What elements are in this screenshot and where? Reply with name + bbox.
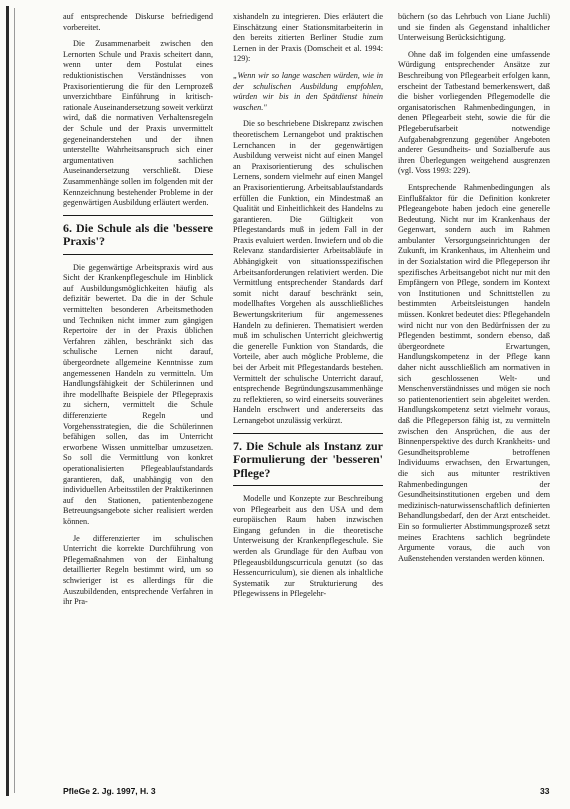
- text-column-1: [63, 12, 213, 784]
- journal-footer: PfleGe 2. Jg. 1997, H. 3: [63, 786, 156, 796]
- page-number: 33: [540, 786, 550, 796]
- paragraph: auf entsprechende Diskurse befriedigend vorbereitet.: [63, 12, 213, 32]
- paragraph: xishandeln zu integrieren. Dies erläutert die Einschätzung einer Stationsmitarbeiterin in den bereits zitierten Berliner Studie zum Lernen in der Praxis (Domscheit et al. 1994: 129):: [233, 12, 383, 64]
- paragraph: Entsprechende Rahmenbedingungen als Einflußfaktor für die Definition konkreter Pflegeangebote haben jedoch eine generelle Bedeutung. Nicht nur im Krankenhaus der Gegenwart, sondern auch im Rahmen ambulanter Versorgungseinrichtungen der Zukunft, im Krankenhaus, im Altenheim und in der Sozialstation wird die Pflegeperson ihr spezifisches Arbeitsangebot nicht nur mit den Empfängern von Pflege, sondern im Kontext von Institutionen und Schnittstellen zu bestimmten Arbeitsleistungen handeln müssen. Konkret bedeutet dies: Pflegehandeln wird nicht nur von den Bedürfnissen der zu Pflegenden bestimmt, sondern ebenso, daß übergeordnete Erwartungen, Handlungskompetenz in der Pflege kann daher nicht ausschließlich am normativen in sich geschlossenen Welt- und Menschenverständnisses und mögen sie noch so patientenorientiert sein abgeleitet werden. Handlungskompetenz setzt vielmehr voraus, daß die Pflegeperson fähig ist, zu vermitteln zwischen den Ansprüchen, die aus der Binnenperspektive des durch Krankheits- und Gesundheitsprobleme betroffenen Individuums erwachsen, den Erwartungen, die sich aus mitunter restriktiven Rahmenbedingungen der Gesundheitsinstitutionen ergeben und dem medizinisch-naturwissenschaftlich definierten Behandlungsbedarf, den der Arzt entscheidet. Ein so formulierter Abstimmungsprozeß setzt meines Erachtens sachlich begründete Argumente voraus, die auch von Außenstehenden verstanden werden können.: [398, 182, 550, 563]
- text-column-2: [233, 12, 383, 784]
- paragraph: Die Zusammenarbeit zwischen den Lernorten Schule und Praxis scheitert dann, wenn unter dem Postulat eines reduktionistischen Verständnisses von Praxisorientierung die für den Lernprozeß unverzichtbare Einführung in kritisch-rationale Auseinandersetzung soweit verkürzt wird, daß die normativen Verhaltensregeln der Schule und der Praxis unvermittelt gegeneinanderstehen und der ihnen unterstellte Wahrheitsanspruch sich einer argumentativen sachlichen Auseinandersetzung verschließt. Diese Zusammenhänge sollen im folgenden mit der Kennzeichnung bestehender Probleme in der gegenwärtigen Ausbildung erläutert werden.: [63, 39, 213, 208]
- section-6-title: 6. Die Schule als die 'bessere Praxis'?: [63, 220, 213, 249]
- text-column-3: [398, 12, 550, 784]
- paragraph: Ohne daß im folgenden eine umfassende Würdigung entsprechender Ansätze zur Beschreibung von Pflegearbeit erfolgen kann, erscheint der Tatbestand bemerkenswert, daß die bisher vorliegenden Pflegemodelle die organisatorischen Rahmenbedingungen, in denen Pflegearbeit steht, sowie die für die Pflegeberufsarbeit notwendige Aufgabenabgrenzung gegenüber Angeboten anderer Gesundheits- und Sozialberufe aus ihren Überlegungen weitgehend ausgrenzen (vgl. Voss 1993: 229).: [398, 49, 550, 176]
- section-heading-block: [233, 433, 383, 487]
- section-heading-block: [63, 215, 213, 255]
- page-edge-rule: [6, 6, 9, 796]
- section-7-title: 7. Die Schule als Instanz zur Formulierung der 'besseren' Pflege?: [233, 438, 383, 480]
- paragraph: büchern (so das Lehrbuch von Liane Juchli) und sie finden als Gegenstand inhaltlicher Unterweisung Berücksichtigung.: [398, 12, 550, 43]
- paragraph: Die so beschriebene Diskrepanz zwischen theoretischem Lernangebot und praktischen Lernchancen in der gegenwärtigen Ausbildung verweist nicht auf einen Mangel an Praxisorientierung des schulischen Lernens, sondern vielmehr auf einen Mangel an Praxisorientierung. Arbeitsablaufstandards erfüllen die Funktion, ein Mindestmaß an Qualität und Einheitlichkeit des Handelns zu garantieren. Die Gültigkeit von Pflegestandards muß in jedem Fall in der Praxis evaluiert werden. Inwiefern und ob die Relevanz standardisierter Arbeitsabläufe in Abhängigkeit von situationsspezifischen Arbeitsanforderungen relativiert werden. Die Vermittlung entsprechender Standards darf somit nicht darauf beschränkt sein, modellhaftes Vorgehen als ausschließliches Bewertungskriterium für angemessenes Handeln zu definieren. Thematisiert werden muß im schulischen Unterricht gleichwertig die generelle Funktion von Standards, die Vorteile, aber auch mögliche Probleme, die bei der Arbeit mit Pflegestandards bestehen. Vermittelt der schulische Unterricht darauf, entsprechende Begründungszusammenhänge zu reflektieren, so wird einerseits souveränes Handeln erschwert und andererseits das Lernangebot unzulässig verkürzt.: [233, 119, 383, 425]
- paragraph: Modelle und Konzepte zur Beschreibung von Pflegearbeit aus den USA und dem europäischen Raum haben inzwischen Eingang gefunden in die theoretische Unterweisung der Krankenpflegeschule. Sie werden als Grundlage für den Aufbau von Pflegeausbildungscurricula genutzt (so das Hessencurriculum), sie dienen als inhaltliche Systematik zur Strukturierung des Pflegewissens in Pflegelehr-: [233, 494, 383, 599]
- paragraph: Je differenzierter im schulischen Unterricht die korrekte Durchführung von Pflegemaßnahmen von der Einhaltung detaillierter Regeln bestimmt wird, um so schwieriger ist es allerdings für die Auszubildenden, entsprechende Verfahren in ihr Pra-: [63, 533, 213, 607]
- page-margin-rule: [14, 8, 15, 793]
- paragraph: Die gegenwärtige Arbeitspraxis wird aus Sicht der Krankenpflegeschule im Hinblick auf Ausbildungsmöglichkeiten häufig als defizitär bewertet. Da die in der Schule vermittelten besonderen Arbeitsmethoden und Techniken nicht immer zum gängigen Repertoire der in der Praxis üblichen Verfahren zählen, beschränkt sich das schulische Lernen nicht darauf, übergeordnete allgemeine Kenntnisse zum angemessenen Handeln zu vermitteln. Um Handlungsfähigkeit der Schülerinnen und ihre modellhafte Beispiele der Pflegepraxis zu sichern, vermittelt die Schule differenzierte Regeln und Vorgehensstrategien, die die Schülerinnen befähigen sollen, das im Unterricht erworbene Wissen unmittelbar umzusetzen. So soll die Vermittlung von konkret operationalisierten Pflegeablaufstandards garantieren, daß, unabhängig von den individuellen Arbeitsstilen der Praktikerinnen auf den Stationen, patientenbezogene Betreuungsangebote sicher realisiert werden können.: [63, 262, 213, 526]
- quotation: „Wenn wir so lange waschen würden, wie in der schulischen Ausbildung empfohlen, würden wir bis in den Spätdienst hinein waschen.": [233, 70, 383, 112]
